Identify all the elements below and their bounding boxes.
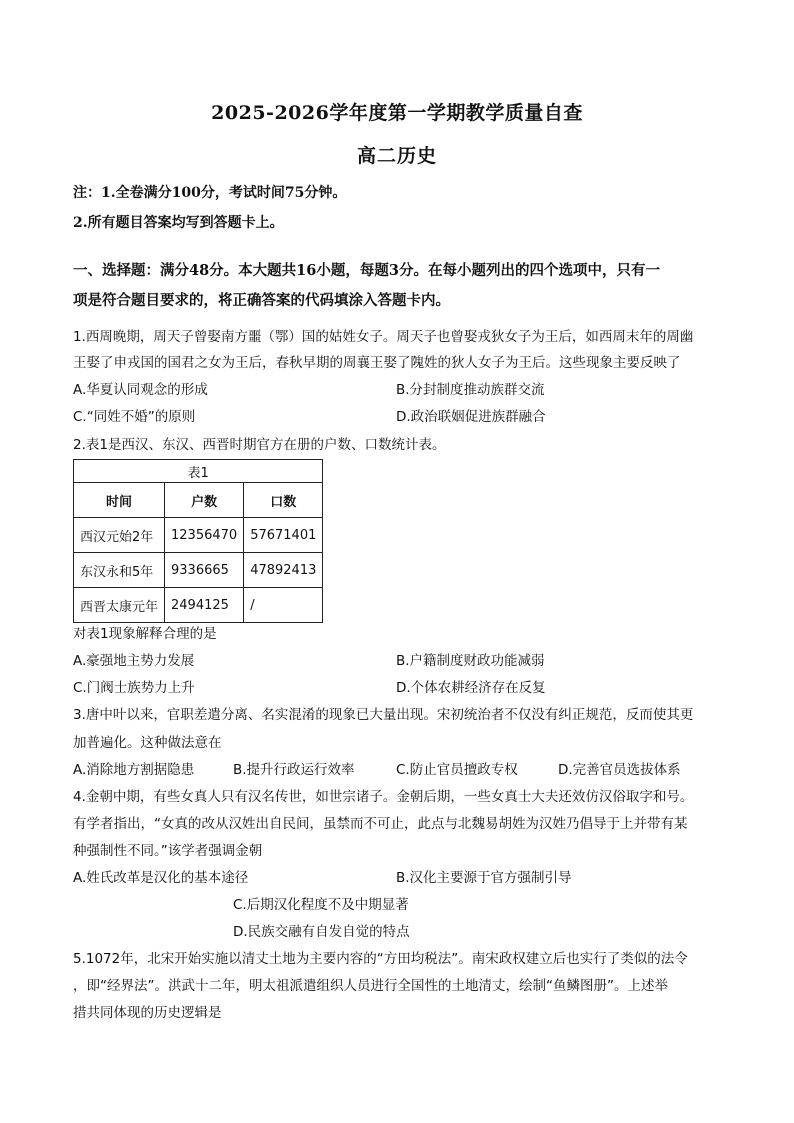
table-cell: 2494125 [165, 588, 244, 623]
q2-question: 对表1现象解释合理的是 [73, 626, 217, 642]
q5-stem-line3: 措共同体现的历史逻辑是 [73, 1005, 222, 1021]
q3-option-b: B.提升行政运行效率 [233, 762, 355, 778]
table-cell: 12356470 [165, 518, 244, 553]
exam-title: 2025-2026学年度第一学期教学质量自查 [211, 102, 583, 124]
table-header-households: 户数 [165, 483, 244, 518]
q1-option-d: D.政治联姻促进族群融合 [396, 409, 546, 425]
q2-stem: 2.表1是西汉、东汉、西晋时期官方在册的户数、口数统计表。 [73, 437, 446, 453]
note-1: 注：1.全卷满分100分，考试时间75分钟。 [73, 185, 347, 201]
q1-option-c: C.“同姓不婚”的原则 [73, 409, 196, 425]
q1-stem-line1: 1.西周晚期，周天子曾娶南方噩（鄂）国的姑姓女子。周天子也曾娶戎狄女子为王后，如西周末年的周幽 [73, 329, 694, 345]
q4-stem-line2: 有学者指出，“女真的改从汉姓出自民间，虽禁而不可止，此点与北魏易胡姓为汉姓乃倡导于上并带有某 [73, 816, 688, 832]
q5-stem-line2: ，即“经界法”。洪武十二年，明太祖派遣组织人员进行全国性的土地清丈，绘制“鱼鳞图册”。上述举 [73, 978, 668, 994]
table-cell: 9336665 [165, 553, 244, 588]
q1-option-a: A.华夏认同观念的形成 [73, 382, 208, 398]
table-header-population: 口数 [244, 483, 323, 518]
table-row [74, 518, 323, 553]
q3-option-a: A.消除地方割据隐患 [73, 762, 195, 778]
q2-option-d: D.个体农耕经济存在反复 [396, 680, 546, 696]
q5-stem-line1: 5.1072年，北宋开始实施以清丈土地为主要内容的“方田均税法”。南宋政权建立后也实行了类似的法令 [73, 951, 688, 967]
q2-option-b: B.户籍制度财政功能减弱 [396, 653, 545, 669]
table-row [74, 588, 323, 623]
table-cell: 西晋太康元年 [74, 588, 165, 623]
table-cell: 东汉永和5年 [74, 553, 165, 588]
table-cell: 47892413 [244, 553, 323, 588]
q4-option-b: B.汉化主要源于官方强制引导 [396, 870, 572, 886]
q2-option-c: C.门阀士族势力上升 [73, 680, 195, 696]
table-cell: 西汉元始2年 [74, 518, 165, 553]
section-heading-line1: 一、选择题：满分48分。本大题共16小题，每题3分。在每小题列出的四个选项中，只有一 [73, 262, 660, 279]
q4-stem-line3: 种强制性不同。”该学者强调金朝 [73, 843, 263, 859]
q3-stem-line1: 3.唐中叶以来，官职差遣分离、名实混淆的现象已大量出现。宋初统治者不仅没有纠正规范，反而使其更 [73, 707, 694, 723]
q3-stem-line2: 加普遍化。这种做法意在 [73, 735, 222, 751]
table-cell: 57671401 [244, 518, 323, 553]
table-header-time: 时间 [74, 483, 165, 518]
table-row [74, 553, 323, 588]
q3-option-c: C.防止官员擅政专权 [396, 762, 518, 778]
q4-option-a: A.姓氏改革是汉化的基本途径 [73, 870, 249, 886]
table-cell: / [244, 588, 323, 623]
data-table [73, 459, 323, 623]
q1-option-b: B.分封制度推动族群交流 [396, 382, 545, 398]
exam-subject: 高二历史 [356, 145, 437, 167]
q4-option-c: C.后期汉化程度不及中期显著 [233, 897, 409, 913]
q3-option-d: D.完善官员选拔体系 [558, 762, 681, 778]
table-caption: 表1 [74, 460, 323, 483]
note-2: 2.所有题目答案均写到答题卡上。 [73, 215, 284, 231]
q4-option-d: D.民族交融有自发自觉的特点 [233, 924, 410, 940]
section-heading-line2: 项是符合题目要求的，将正确答案的代码填涂入答题卡内。 [73, 292, 450, 309]
q1-stem-line2: 王娶了申戎国的国君之女为王后，春秋早期的周襄王娶了隗姓的狄人女子为王后。这些现象主要反映了 [73, 355, 681, 371]
q2-option-a: A.豪强地主势力发展 [73, 653, 195, 669]
q4-stem-line1: 4.金朝中期，有些女真人只有汉名传世，如世宗诸子。金朝后期，一些女真士大夫还效仿汉俗取字和号。 [73, 789, 694, 805]
